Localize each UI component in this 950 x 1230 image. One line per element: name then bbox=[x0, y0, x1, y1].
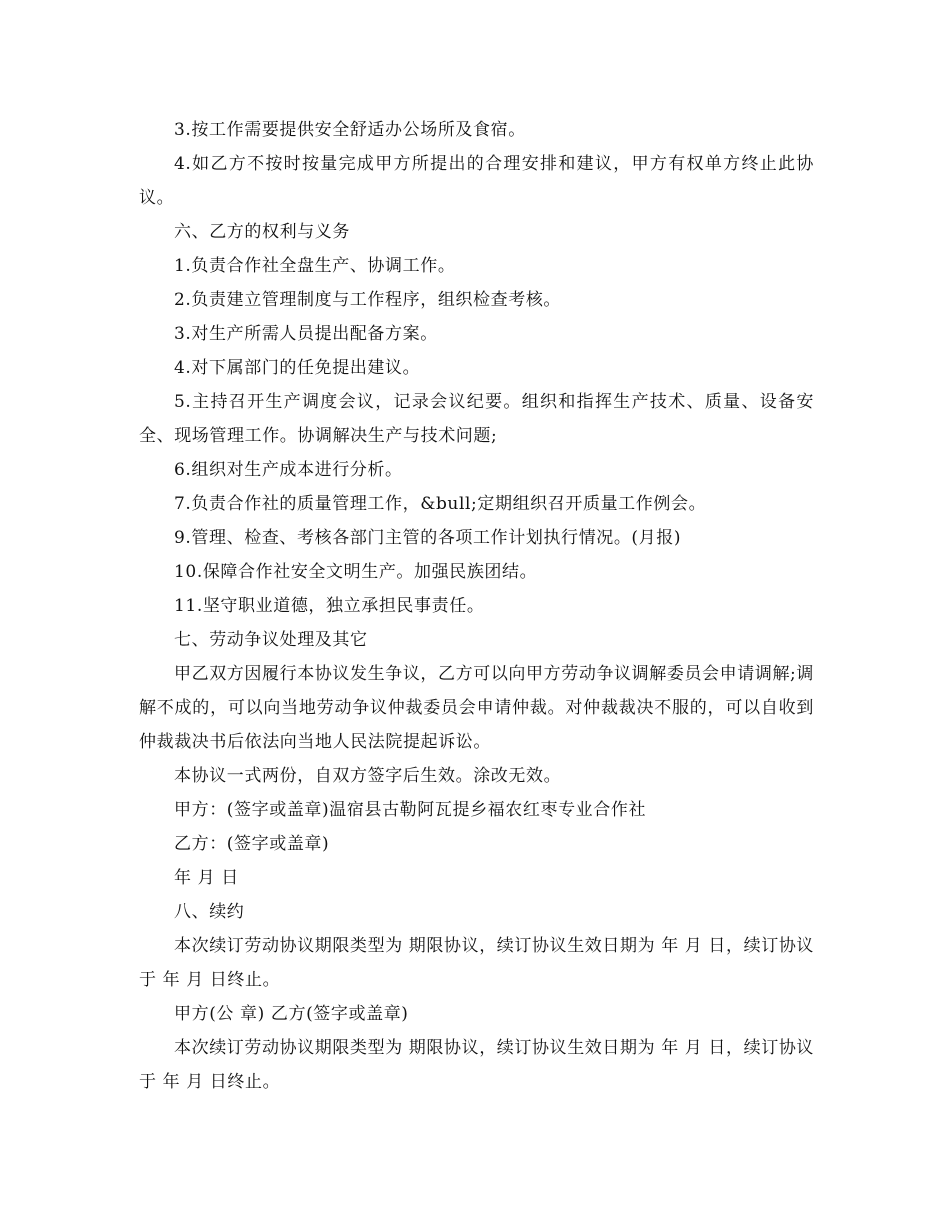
section-heading-8: 八、续约 bbox=[174, 902, 245, 922]
paragraph-right-6: 6.组织对生产成本进行分析。 bbox=[174, 460, 403, 480]
paragraph-right-1: 1.负责合作社全盘生产、协调工作。 bbox=[174, 256, 456, 276]
paragraph-right-11: 11.坚守职业道德，独立承担民事责任。 bbox=[174, 596, 485, 616]
paragraph-dispute: 甲乙双方因履行本协议发生争议，乙方可以向甲方劳动争议调解委员会申请调解;调解不成的，可以向当地劳动争议仲裁委员会申请仲裁。对仲裁裁决不服的，可以自收到仲裁裁决书后依法向当地人民法院提起诉讼。 bbox=[139, 664, 814, 752]
paragraph-duty-3: 3.按工作需要提供安全舒适办公场所及食宿。 bbox=[174, 120, 526, 140]
signature-party-b: 乙方：(签字或盖章) bbox=[174, 834, 330, 854]
paragraph-right-5: 5.主持召开生产调度会议，记录会议纪要。组织和指挥生产技术、质量、设备安全、现场管理工作。协调解决生产与技术问题; bbox=[139, 392, 814, 446]
paragraph-right-2: 2.负责建立管理制度与工作程序，组织检查考核。 bbox=[174, 290, 562, 310]
section-heading-7: 七、劳动争议处理及其它 bbox=[174, 630, 368, 650]
paragraph-right-10: 10.保障合作社安全文明生产。加强民族团结。 bbox=[174, 562, 538, 582]
paragraph-right-7: 7.负责合作社的质量管理工作，&bull;定期组织召开质量工作例会。 bbox=[174, 494, 707, 514]
signature-date: 年 月 日 bbox=[174, 868, 239, 888]
paragraph-renewal-1: 本次续订劳动协议期限类型为 期限协议，续订协议生效日期为 年 月 日，续订协议于 年 月 日终止。 bbox=[139, 936, 815, 990]
renewal-signature-line: 甲方(公 章) 乙方(签字或盖章) bbox=[174, 1004, 409, 1024]
paragraph-right-9: 9.管理、检查、考核各部门主管的各项工作计划执行情况。(月报) bbox=[174, 528, 682, 548]
section-heading-6: 六、乙方的权利与义务 bbox=[174, 222, 350, 242]
paragraph-right-4: 4.对下属部门的任免提出建议。 bbox=[174, 358, 421, 378]
paragraph-copies: 本协议一式两份，自双方签字后生效。涂改无效。 bbox=[174, 766, 562, 786]
document-body bbox=[139, 113, 814, 1099]
signature-party-a: 甲方：(签字或盖章)温宿县古勒阿瓦提乡福农红枣专业合作社 bbox=[174, 800, 647, 820]
paragraph-right-3: 3.对生产所需人员提出配备方案。 bbox=[174, 324, 438, 344]
paragraph-duty-4: 4.如乙方不按时按量完成甲方所提出的合理安排和建议，甲方有权单方终止此协议。 bbox=[139, 154, 814, 208]
paragraph-renewal-2: 本次续订劳动协议期限类型为 期限协议，续订协议生效日期为 年 月 日，续订协议于 年 月 日终止。 bbox=[139, 1038, 815, 1092]
